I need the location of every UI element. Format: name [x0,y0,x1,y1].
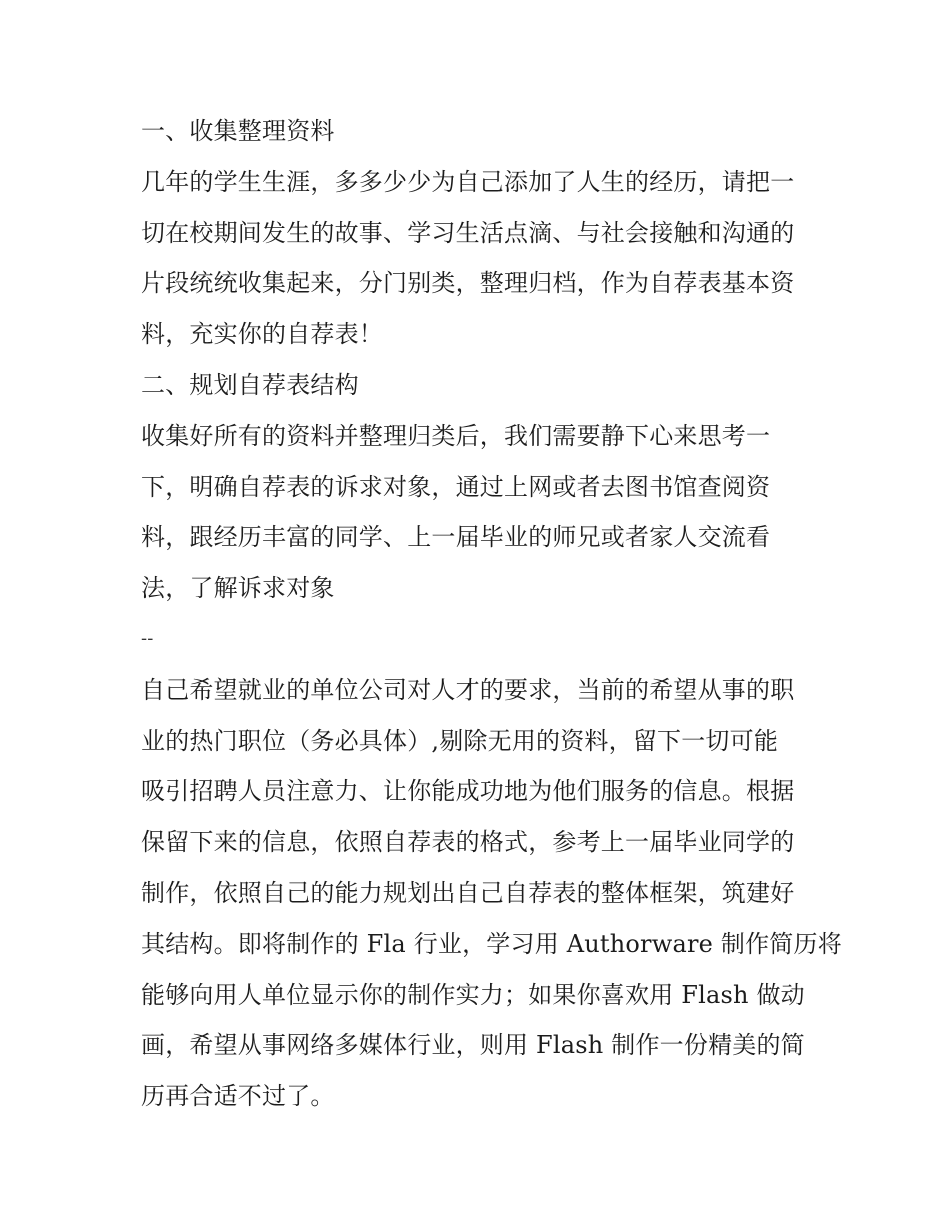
paragraph-line: 下，明确自荐表的诉求对象，通过上网或者去图书馆查阅资 [141,472,771,501]
paragraph-line: 能够向用人单位显示你的制作实力；如果你喜欢用 Flash 做动 [141,980,805,1009]
paragraph-line: 历再合适不过了。 [141,1082,335,1111]
document-body [141,108,842,1124]
paragraph-line: 业的热门职位（务必具体）,剔除无用的资料，留下一切可能 [141,726,779,755]
paragraph-line: 收集好所有的资料并整理归类后，我们需要静下心来思考一 [141,421,771,450]
paragraph-line: 制作，依照自己的能力规划出自己自荐表的整体框架，筑建好 [141,878,795,907]
section-heading: 一、收集整理资料 [141,117,335,145]
paragraph-line: 几年的学生生涯，多多少少为自己添加了人生的经历，请把一 [141,167,795,196]
paragraph-line: 片段统统收集起来，分门别类，整理归档，作为自荐表基本资 [141,269,795,298]
paragraph-line: 吸引招聘人员注意力、让你能成功地为他们服务的信息。根据 [141,777,795,806]
paragraph-line: 料，充实你的自荐表！ [141,320,383,349]
separator-dashes: -- [141,627,154,649]
paragraph-line: 法，了解诉求对象 [141,574,335,603]
paragraph-line: 保留下来的信息，依照自荐表的格式，参考上一届毕业同学的 [141,828,795,857]
paragraph-line: 自己希望就业的单位公司对人才的要求，当前的希望从事的职 [141,675,795,704]
paragraph-line: 料，跟经历丰富的同学、上一届毕业的师兄或者家人交流看 [141,523,771,552]
paragraph-line: 画，希望从事网络多媒体行业，则用 Flash 制作一份精美的简 [141,1031,805,1060]
paragraph-line: 其结构。即将制作的 Fla 行业，学习用 Authorware 制作简历将 [141,929,842,958]
paragraph-line: 切在校期间发生的故事、学习生活点滴、与社会接触和沟通的 [141,218,795,247]
section-heading: 二、规划自荐表结构 [141,370,359,399]
